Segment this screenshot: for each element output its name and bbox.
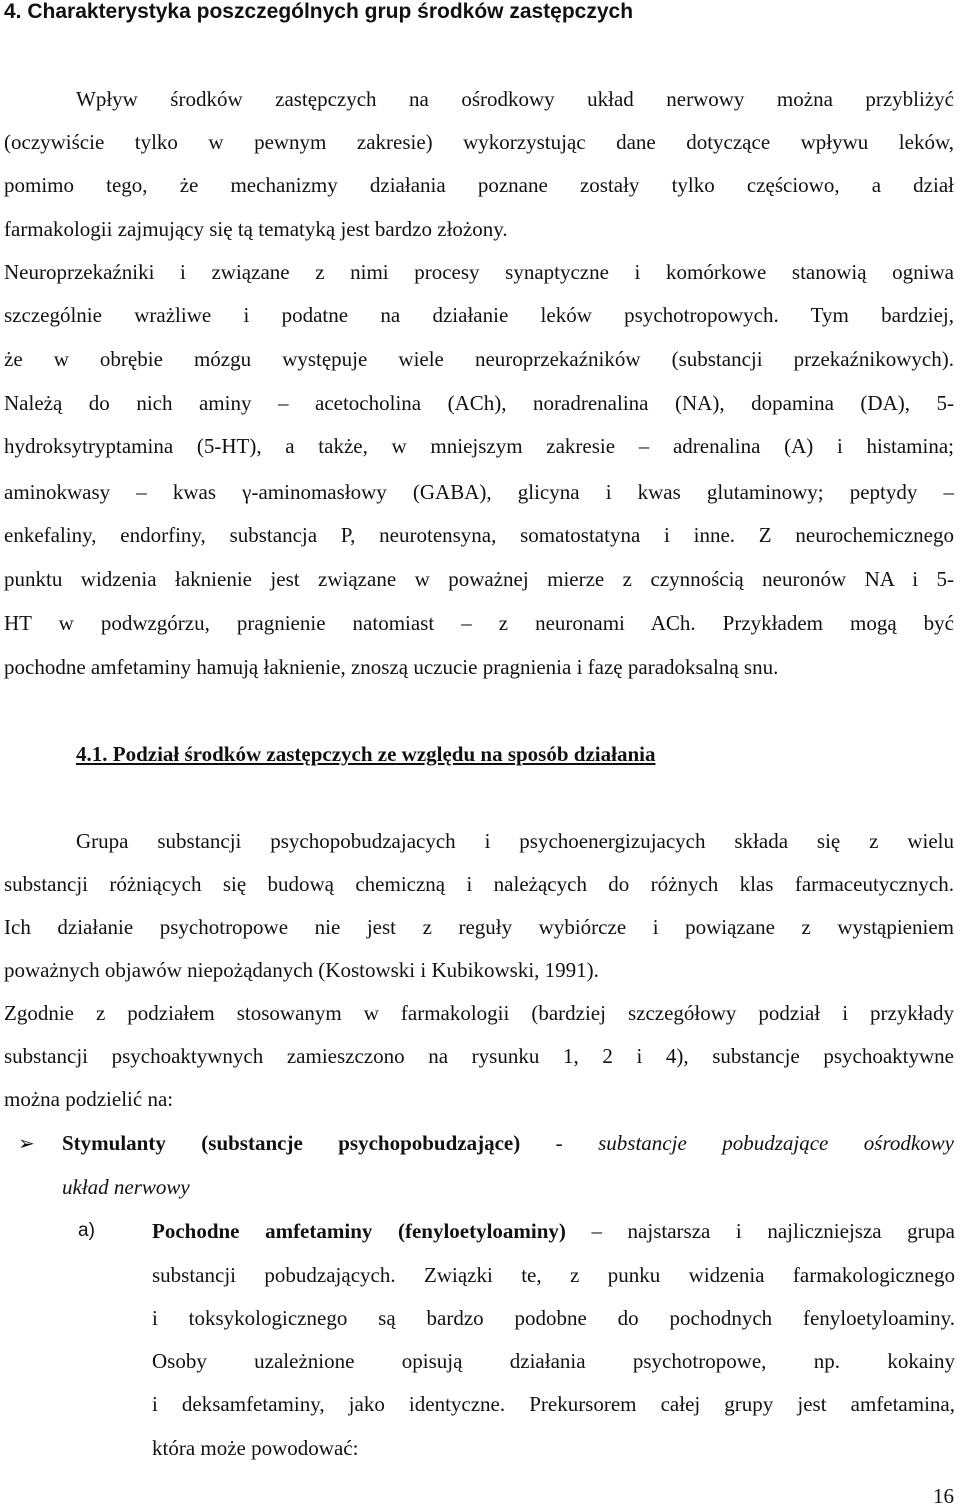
bullet-dash: -	[520, 1131, 599, 1155]
paragraph-line: Zgodnie z podziałem stosowanym w farmakologii (bardziej szczegółowy podział i przykłady	[4, 1001, 954, 1025]
paragraph-line: substancji psychoaktywnych zamieszczono na rysunku 1, 2 i 4), substancje psychoaktywne	[4, 1044, 954, 1068]
bullet-description: substancje pobudzające ośrodkowy	[598, 1131, 954, 1155]
paragraph-line: Wpływ środków zastępczych na ośrodkowy układ nerwowy można przybliżyć	[76, 87, 954, 111]
list-item-line: Osoby uzależnione opisują działania psychotropowe, np. kokainy	[152, 1349, 955, 1373]
paragraph-line: enkefaliny, endorfiny, substancja P, neurotensyna, somatostatyna i inne. Z neurochemicznego	[4, 523, 954, 547]
paragraph-line: farmakologii zajmujący się tą tematyką jest bardzo złożony.	[4, 217, 508, 241]
bullet-line	[62, 1130, 954, 1156]
list-item-line: która może powodować:	[152, 1436, 359, 1460]
paragraph-line: pomimo tego, że mechanizmy działania poznane zostały tylko częściowo, a dział	[4, 173, 954, 197]
paragraph-line: że w obrębie mózgu występuje wiele neuroprzekaźników (substancji przekaźnikowych).	[4, 347, 954, 371]
paragraph-line: (oczywiście tylko w pewnym zakresie) wykorzystując dane dotyczące wpływu leków,	[4, 130, 954, 154]
paragraph-line: aminokwasy – kwas γ-aminomasłowy (GABA), glicyna i kwas glutaminowy; peptydy –	[4, 480, 954, 504]
paragraph-line: substancji różniących się budową chemiczną i należących do różnych klas farmaceutycznych.	[4, 872, 954, 896]
paragraph-line: hydroksytryptamina (5-HT), a także, w mniejszym zakresie – adrenalina (A) i histamina;	[4, 434, 954, 458]
list-item-label: a)	[78, 1220, 95, 1241]
paragraph-line: Ich działanie psychotropowe nie jest z reguły wybiórcze i powiązane z wystąpieniem	[4, 915, 954, 939]
paragraph-line: poważnych objawów niepożądanych (Kostowski i Kubikowski, 1991).	[4, 958, 599, 982]
section-heading: 4. Charakterystyka poszczególnych grup środków zastępczych	[4, 0, 634, 23]
paragraph-line: można podzielić na:	[4, 1087, 174, 1111]
bullet-title: Stymulanty (substancje psychopobudzające)	[62, 1131, 521, 1155]
list-item-line: i toksykologicznego są bardzo podobne do pochodnych fenyloetyloaminy.	[152, 1306, 955, 1330]
list-item-line: substancji pobudzających. Związki te, z punku widzenia farmakologicznego	[152, 1263, 955, 1287]
paragraph-line: HT w podwzgórzu, pragnienie natomiast – z neuronami ACh. Przykładem mogą być	[4, 611, 954, 635]
paragraph-line: Neuroprzekaźniki i związane z nimi procesy synaptyczne i komórkowe stanowią ogniwa	[4, 260, 954, 284]
list-item-text: – najstarsza i najliczniejsza grupa	[565, 1219, 955, 1243]
paragraph-line: punktu widzenia łaknienie jest związane w poważnej mierze z czynnością neuronów NA i 5-	[4, 567, 954, 591]
subsection-heading: 4.1. Podział środków zastępczych ze względu na sposób działania	[76, 742, 656, 766]
arrow-bullet-icon: ➢	[18, 1131, 35, 1155]
bullet-description-cont: układ nerwowy	[62, 1175, 190, 1199]
page-number: 16	[933, 1484, 954, 1508]
paragraph-line: szczególnie wrażliwe i podatne na działanie leków psychotropowych. Tym bardziej,	[4, 303, 954, 327]
list-item-title: Pochodne amfetaminy (fenyloetyloaminy)	[152, 1219, 566, 1243]
paragraph-line: pochodne amfetaminy hamują łaknienie, znoszą uczucie pragnienia i fazę paradoksalną snu.	[4, 655, 779, 679]
paragraph-line: Należą do nich aminy – acetocholina (ACh), noradrenalina (NA), dopamina (DA), 5-	[4, 391, 954, 415]
list-item-line: i deksamfetaminy, jako identyczne. Prekursorem całej grupy jest amfetamina,	[152, 1392, 955, 1416]
list-item-line	[152, 1218, 955, 1244]
paragraph-line: Grupa substancji psychopobudzajacych i psychoenergizujacych składa się z wielu	[76, 829, 954, 853]
